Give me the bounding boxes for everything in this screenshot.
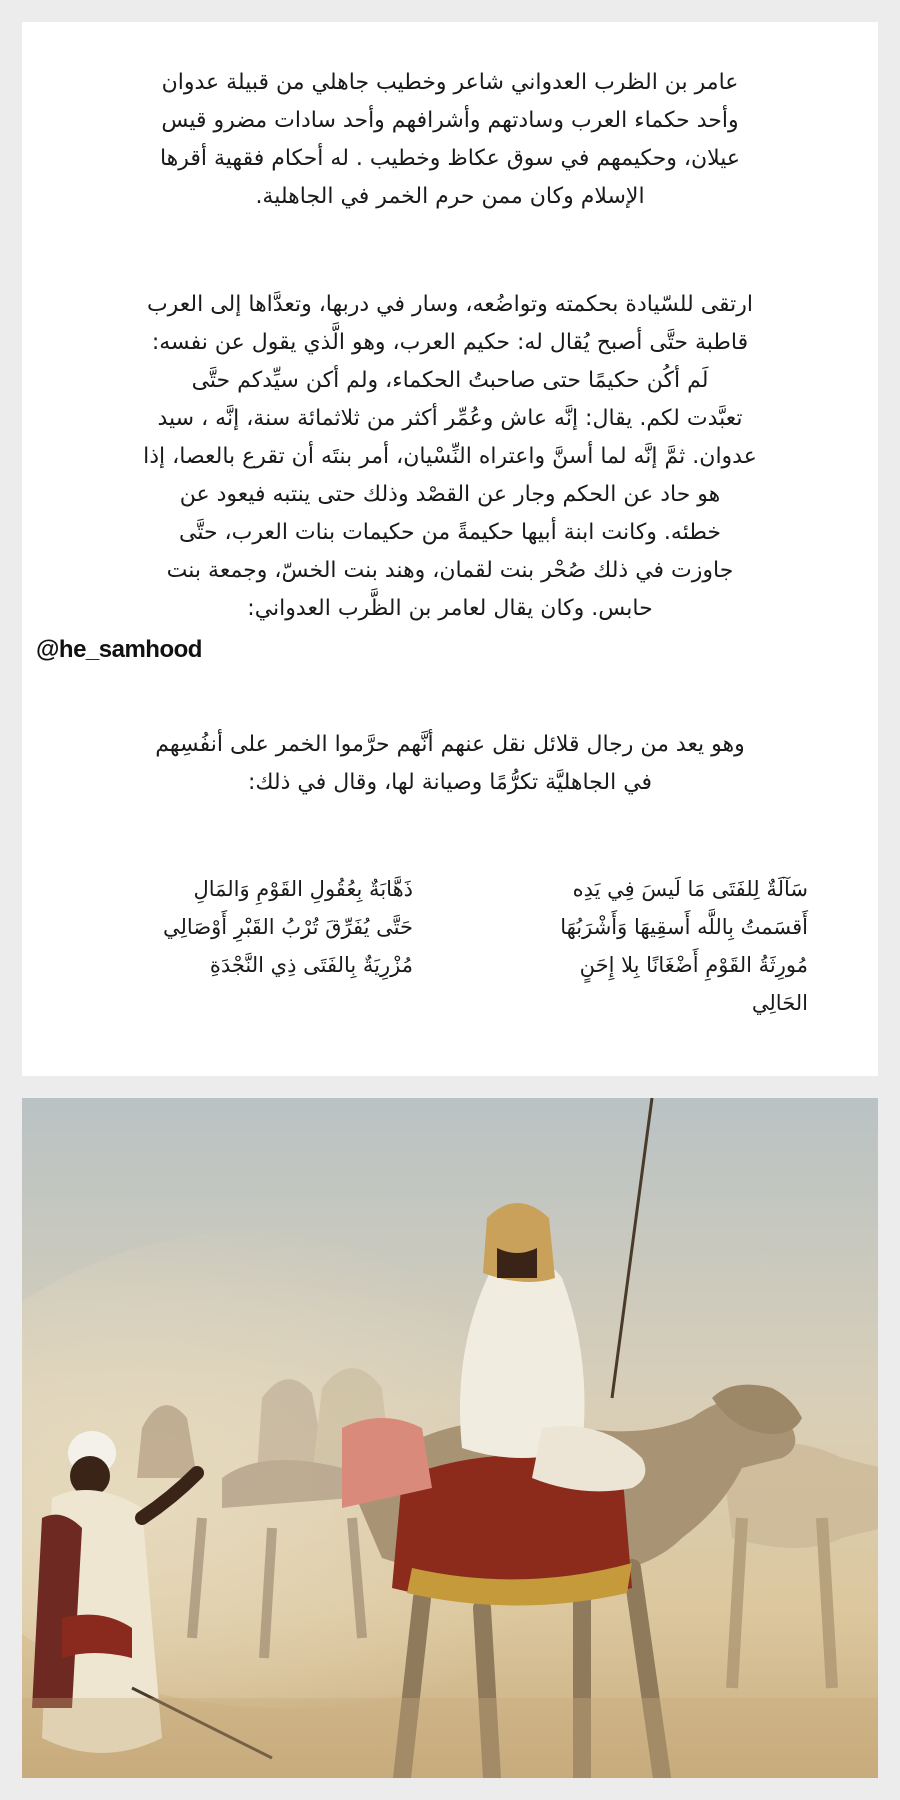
poem-line: ذَهَّابَةٌ بِعُقُولِ القَوْمِ وَالمَالِ	[193, 877, 413, 901]
paragraph-wine	[92, 726, 808, 802]
poem-line: الحَالِي	[751, 991, 808, 1015]
ground	[22, 1698, 878, 1778]
poem-second-hemistichs	[83, 870, 413, 984]
text-line: في الجاهليَّة تكرُّمًا وصيانة لها، وقال في ذلك:	[247, 770, 653, 795]
watermark-handle: @he_samhood	[36, 636, 202, 663]
text-line: هو حاد عن الحكم وجار عن القصْد وذلك حتى ينتبه فيعود عن	[179, 482, 721, 507]
text-line: عدوان. ثمَّ إنَّه لما أسنَّ واعتراه النِّسْيان، أمر بنتَه أن تقرع بالعصا، إذا	[143, 444, 757, 469]
poem-line: حَتَّى يُفَرِّقَ تُرْبُ القَبْرِ أَوْصَالِي	[163, 915, 413, 939]
text-line: عيلان، وحكيمهم في سوق عكاظ وخطيب . له أحكام فقهية أقرها	[159, 146, 741, 171]
text-line: قاطبة حتَّى أصبح يُقال له: حكيم العرب، وهو الَّذي يقول عن نفسه:	[151, 330, 749, 355]
poem-line: مُورِثَةُ القَوْمِ أَضْغَانًا بِلا إِحَنٍ	[579, 953, 808, 977]
text-line: وهو يعد من رجال قلائل نقل عنهم أنَّهم حرَّموا الخمر على أنفُسِهم	[155, 732, 745, 757]
text-line: حابس. وكان يقال لعامر بن الظَّرب العدواني:	[247, 596, 653, 621]
text-line: ارتقى للسّيادة بحكمته وتواضُعه، وسار في دربها، وتعدَّاها إلى العرب	[146, 292, 754, 317]
text-line: تعبَّدت لكم. يقال: إنَّه عاش وعُمِّر أكثر من ثلاثمائة سنة، إنَّه ، سيد	[157, 406, 743, 431]
text-line: عامر بن الظرب العدواني شاعر وخطيب جاهلي من قبيلة عدوان	[161, 70, 739, 95]
text-line: الإسلام وكان ممن حرم الخمر في الجاهلية.	[255, 184, 645, 209]
article-card	[22, 22, 878, 1076]
text-line: خطئه. وكانت ابنة أبيها حكيمةً من حكيمات بنات العرب، حتَّى	[178, 520, 721, 545]
painting-illustration	[22, 1098, 878, 1778]
paragraph-intro	[92, 64, 808, 216]
poem-line: سَآلَةٌ لِلفَتَى مَا لَيسَ فِي يَدِه	[572, 877, 808, 901]
paragraph-biography	[92, 286, 808, 628]
painting-camel-rider	[22, 1098, 878, 1778]
text-line: لَم أكُن حكيمًا حتى صاحبتُ الحكماء، ولم أكن سيِّدكم حتَّى	[191, 368, 709, 393]
text-line: وأحد حكماء العرب وسادتهم وأشرافهم وأحد سادات مضرو قيس	[161, 108, 739, 133]
text-line: جاوزت في ذلك صُحْر بنت لقمان، وهند بنت الخسّ، وجمعة بنت	[166, 558, 734, 583]
poem-line: أَقسَمتُ بِاللَّه أَسقِيهَا وَأَشْرَبُهَا	[560, 915, 808, 939]
poem-line: مُزْرِيَةٌ بِالفَتَى ذِي النَّجْدَةِ	[209, 953, 413, 977]
poem-first-hemistichs	[458, 870, 808, 1022]
